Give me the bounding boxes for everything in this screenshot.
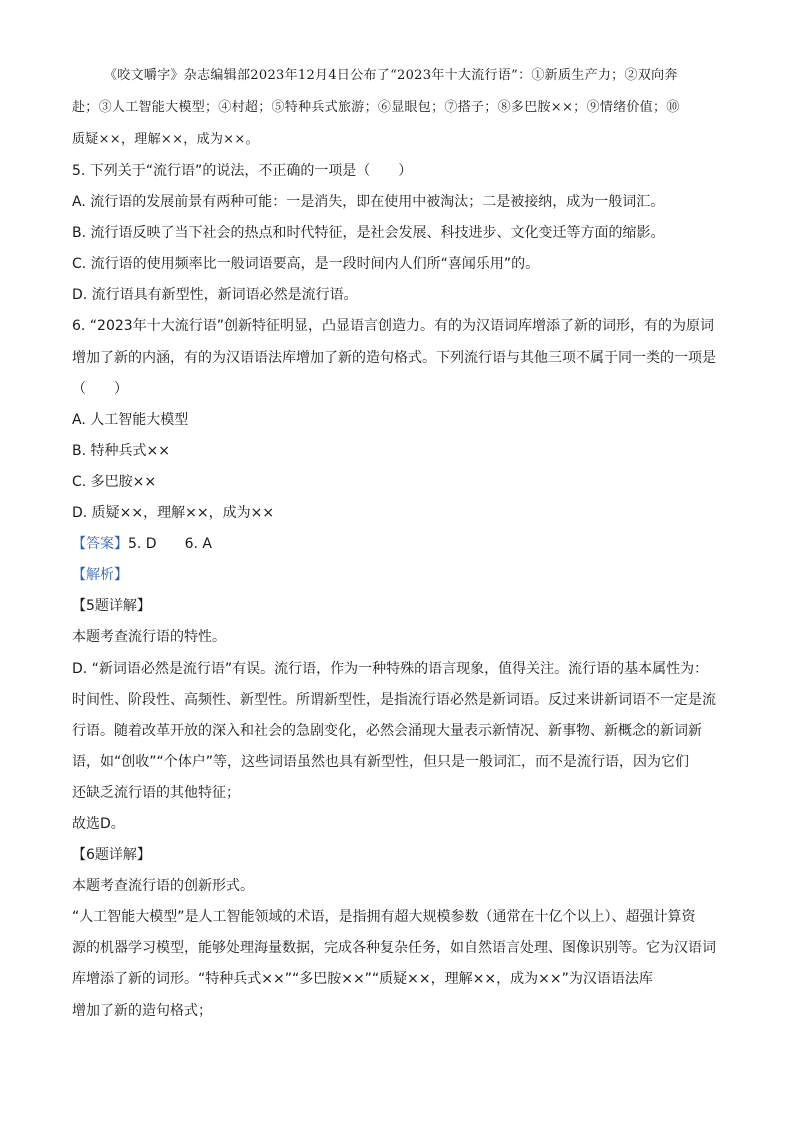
answer-text: 5. D 6. A [128, 536, 212, 553]
q6-option-d: D. 质疑××，理解××，成为×× [72, 505, 275, 522]
detail5-line-4: 行语。随着改革开放的深入和社会的急剧变化，必然会涌现大量表示新情况、新事物、新概念的新词新 [72, 722, 702, 739]
intro-line-1: 《咬文嚼字》杂志编辑部2023年12月4日公布了“2023年十大流行语”：①新质生产力；②双向奔 [104, 68, 678, 83]
q5-option-a: A. 流行语的发展前景有两种可能：一是消失，即在使用中被淘汰；二是被接纳，成为一般词汇。 [72, 194, 665, 211]
detail6-line-5: 增加了新的造句格式； [72, 1002, 212, 1019]
q5-option-b: B. 流行语反映了当下社会的热点和时代特征，是社会发展、科技进步、文化变迁等方面的缩影。 [72, 225, 665, 242]
q6-stem-line-1: 6. “2023年十大流行语”创新特征明显，凸显语言创造力。有的为汉语词库增添了新的词形，有的为原词 [72, 318, 714, 335]
q5-option-c: C. 流行语的使用频率比一般词语要高，是一段时间内人们所“喜闻乐用”的。 [72, 256, 540, 273]
detail6-line-1: 本题考查流行语的创新形式。 [72, 878, 254, 895]
detail5-heading: 【5题详解】 [72, 598, 151, 615]
q6-stem-line-2: 增加了新的内涵，有的为汉语语法库增加了新的造句格式。下列流行语与其他三项不属于同一类的一项是 [72, 349, 716, 366]
detail5-line-7: 故选D。 [72, 815, 125, 832]
detail6-heading: 【6题详解】 [72, 847, 151, 864]
detail6-line-4: 库增添了新的词形。“特种兵式××”“多巴胺××”“质疑××，理解××，成为××”为汉语语法库 [72, 971, 653, 988]
answer-line [72, 529, 724, 560]
q6-option-b: B. 特种兵式×× [72, 442, 170, 459]
q6-stem-line-3: （ ） [72, 380, 128, 397]
detail5-line-2: D. “新词语必然是流行语”有误。流行语，作为一种特殊的语言现象，值得关注。流行语的基本属性为： [72, 660, 709, 677]
intro-line-3: 质疑××，理解××，成为××。 [72, 132, 259, 147]
q6-option-a: A. 人工智能大模型 [72, 411, 189, 428]
intro-line-2: 赴；③人工智能大模型；④村超；⑤特种兵式旅游；⑥显眼包；⑦搭子；⑧多巴胺××；⑨情绪价值；⑩ [72, 100, 680, 115]
detail5-line-5: 语，如“创收”“个体户”等，这些词语虽然也具有新型性，但只是一般词汇，而不是流行语，因为它们 [72, 753, 690, 770]
q5-stem: 5. 下列关于“流行语”的说法，不正确的一项是（ ） [72, 163, 413, 179]
analysis-line [72, 560, 724, 591]
analysis-label: 【解析】 [72, 567, 128, 584]
detail5-line-1: 本题考查流行语的特性。 [72, 629, 226, 646]
q5-option-d: D. 流行语具有新型性，新词语必然是流行语。 [72, 287, 358, 304]
q6-option-c: C. 多巴胺×× [72, 473, 157, 490]
detail5-line-3: 时间性、阶段性、高频性、新型性。所谓新型性，是指流行语必然是新词语。反过来讲新词语不一定是流 [72, 691, 716, 708]
question-body [72, 156, 724, 1027]
intro-passage [72, 60, 724, 156]
detail5-line-6: 还缺乏流行语的其他特征； [72, 784, 240, 801]
answer-label: 【答案】 [72, 536, 128, 553]
detail6-line-2: “人工智能大模型”是人工智能领域的术语，是指拥有超大规模参数（通常在十亿个以上）、超强计算资 [72, 909, 696, 926]
detail6-line-3: 源的机器学习模型，能够处理海量数据，完成各种复杂任务，如自然语言处理、图像识别等。它为汉语词 [72, 940, 716, 957]
